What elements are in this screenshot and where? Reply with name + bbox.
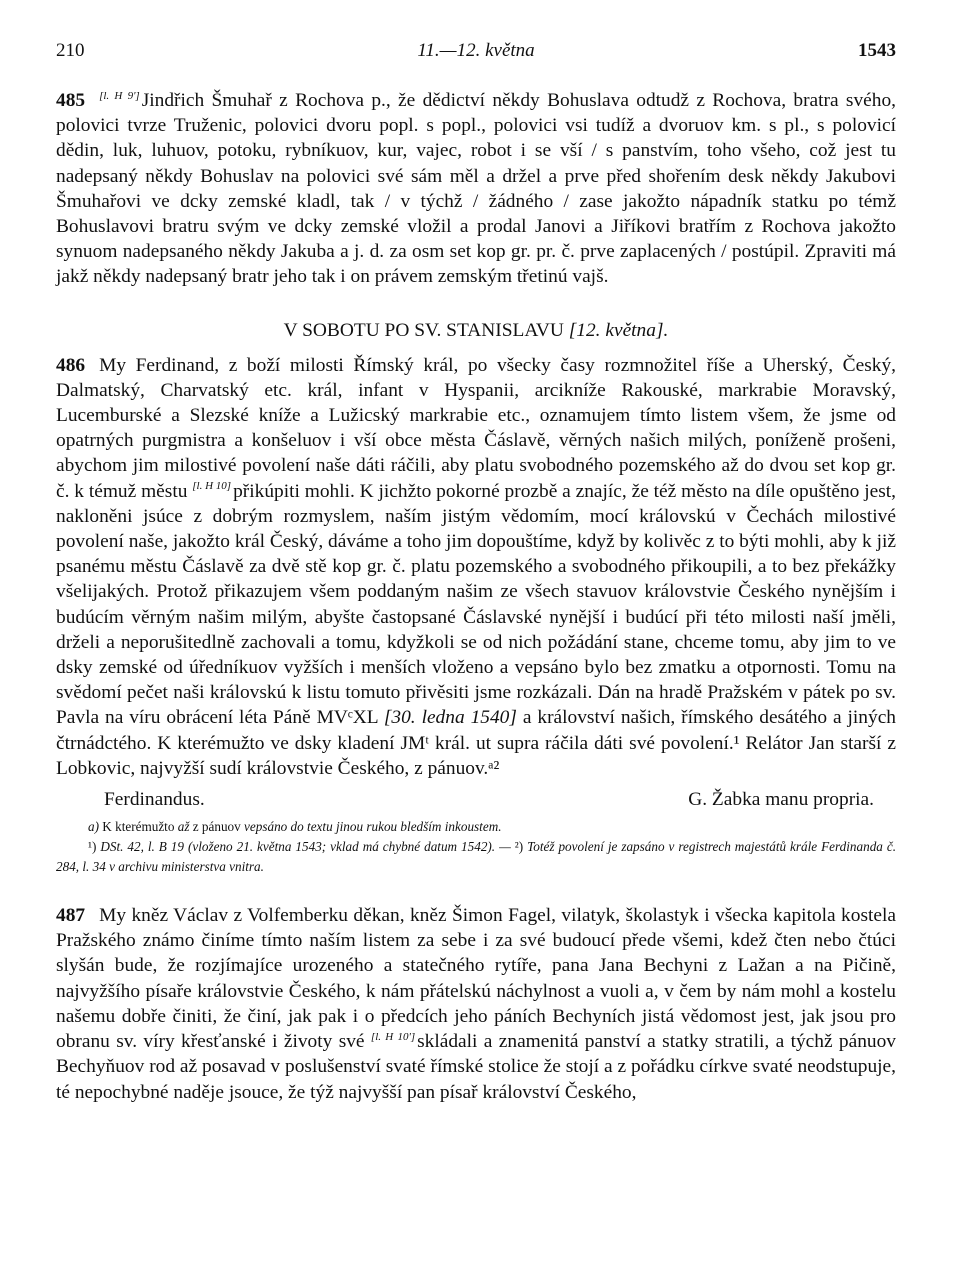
footnote-a	[56, 817, 896, 837]
footnote-text: až	[177, 819, 190, 835]
entry-number: 487	[56, 905, 86, 927]
running-title: 11.—12. května	[417, 40, 535, 61]
heading-date: [12. května].	[568, 319, 669, 341]
entry-485	[56, 88, 896, 290]
section-heading	[56, 318, 896, 343]
footnote-text: DSt. 42, l. B 19 (vloženo 21. května 1543; vklad má chybné datum 1542). —	[100, 839, 511, 855]
heading-text: V SOBOTU PO SV. STANISLAVU	[283, 319, 564, 341]
page-header	[56, 40, 896, 70]
entry-text-part-2: skládali a znamenitá panství a statky stratili, a týchž pánuov Bechyňuov rod až posavad v poslušenství svaté římské stolice že stojí a z pořádku církve svaté neodstupuje, té nepochybné naděje jsouce, že týž najvyšší pan písař království Českého,	[56, 1031, 897, 1103]
entry-487	[56, 903, 896, 1105]
page-body	[56, 88, 896, 1105]
footnote-1-2	[56, 837, 896, 877]
footnote-text: K kterémužto	[102, 819, 175, 835]
signature-left: Ferdinandus.	[104, 789, 205, 811]
footnote-text: vepsáno do textu jinou rukou bledším inkoustem.	[244, 819, 502, 835]
editorial-date: [30. ledna 1540]	[383, 707, 517, 729]
entry-number: 485	[56, 90, 86, 111]
signatures	[56, 785, 896, 815]
folio-marker: [l. H 10]	[192, 480, 232, 493]
footnote-text: z pánuov	[192, 819, 241, 835]
page-number: 210	[56, 40, 85, 61]
footnotes	[56, 817, 896, 877]
entry-number: 486	[56, 354, 86, 376]
year-number: 1543	[858, 40, 896, 61]
footnote-text: Totéž povolení je zapsáno v registrech majestátů krále Ferdinanda č. 284, l. 34 v archivu ministerstva vnitra.	[56, 839, 897, 875]
footnote-label: ²)	[514, 839, 524, 855]
footnote-label: a)	[88, 819, 99, 835]
entry-486	[56, 353, 896, 781]
entry-text: Jindřich Šmuhař z Rochova p., že dědictví někdy Bohuslava odtudž z Rochova, bratra svého, polovici tvrze Truženic, polovici dvoru popl. s popl., polovici vsi tudíž a dvoruov km. s pl., s polovicí dědin, luk, luhuov, potoku, rybníkuov, kur, vajec, robot i se vší / s panstvím, toho všeho, což jest tu nadepsaný někdy Bohuslav na polovici své sám měl a držel a prve před shořením desk někdy Jakubovi Šmuhařovi ve dcky zemské kladl, tak / v týchž / žádného / zase jakožto nápadník statku po témž Bohuslavovi bratru svým ve dcky zemské vložil a prodal Janovi a Jiříkovi bratřím z Rochova jakožto synuom nadepsaného někdy Jakuba a j. d. za osm set kop gr. pr. č. prve zaplacených / postúpil. Zpraviti má jakž někdy nadepsaný bratr jeho tak i on právem zemským třetinú vajš.	[56, 90, 896, 288]
footnote-label: ¹)	[88, 839, 97, 855]
entry-text-part-2: přikúpiti mohli. K jichžto pokorné prozbě a znajíc, že též město na díle opuštěno jest, nakloněni jsúce z dobrým rozmyslem, naším jistým vědomím, mocí královskú v Čechách milostivé povolení naše, jakožto král Český, dáváme a toho jim dopouštíme, když by kolivěc z to býti mohli, aby k již psanému městu Čáslavě za dvě stě kop gr. č. platu pozemského a svobodného přikoupili, a to bez překážky všelijakých. Protož přikazujem všem poddaným našim ze všech stavuov královstvie Českého nynějším i budúcím věrným našim milým, abyšte častopsané Čáslavské nynější i budúcí při této milosti naší jměli, drželi a neporušitedlně zachovali a tomu, kdyžkoli se od nich požádání stane, chceme tomu, aby jim to ve dsky zemské od úředníkuov vyžších i menších vloženo a vepsáno bylo bez zmatku a otpornosti. Tomu na svědomí pečet naši královskú k listu tomuto přivěsiti jsme rozkázali. Dán na hradě Pražském v pátek po sv. Pavla na víru obrácení léta Páně MVᶜXL	[56, 480, 896, 729]
signature-right: G. Žabka manu propria.	[688, 789, 874, 811]
folio-marker: [l. H 9']	[99, 89, 140, 102]
entry-text-part-1: My Ferdinand, z boží milosti Římský král, po všecky časy rozmnožitel říše a Uherský, Český, Dalmatský, Charvatský etc. král, infant v Hyspanii, arcikníže Rakouské, markrabie Moravský, Lucemburské a Slezské kníže a Lužicský markrabie etc., oznamujem tímto listem všem, že jsme od opatrných purgmistra a konšeluov i vší obce města Čáslavě, věrných našich milých, poníženě prošeni, abychom jim milostivé povolení naše dáti ráčili, aby platu svobodného pozemského až do dvou set kop gr. č. k témuž městu	[56, 354, 896, 502]
entry-text-part-1: My kněz Václav z Volfemberku děkan, kněz Šimon Fagel, vilatyk, školastyk i všecka kapitola kostela Pražského známo činíme tímto naším listem za sebe i za své budoucí přede všemi, kdež čten nebo čtúci slyšán bude, že rozjímajíce urozeného a statečného rytíře, pana Jana Bechyni z Lažan a na Pičině, najvyžšího písaře královstvie Českého, k nám přátelskú náchylnost a vuoli a, v čem by nám mohl a kostelu našemu dobře činiti, že činí, jak pak i o předcích jeho páních Bechyních jistá vědomost jest, jak jsou pro obranu sv. víry křesťanské i životy své	[56, 905, 896, 1053]
folio-marker: [l. H 10']	[370, 1030, 416, 1043]
entry-text-part-3: a království našich, římského desátého a jiných čtrnádctého. K kterémužto ve dsky kladení JMᵗ král. ut supra ráčila dáti své povolení.¹ Relátor Jan starší z Lobkovic, najvyžší sudí královstvie Českého, z pánuov.ᵃ²	[56, 707, 897, 779]
